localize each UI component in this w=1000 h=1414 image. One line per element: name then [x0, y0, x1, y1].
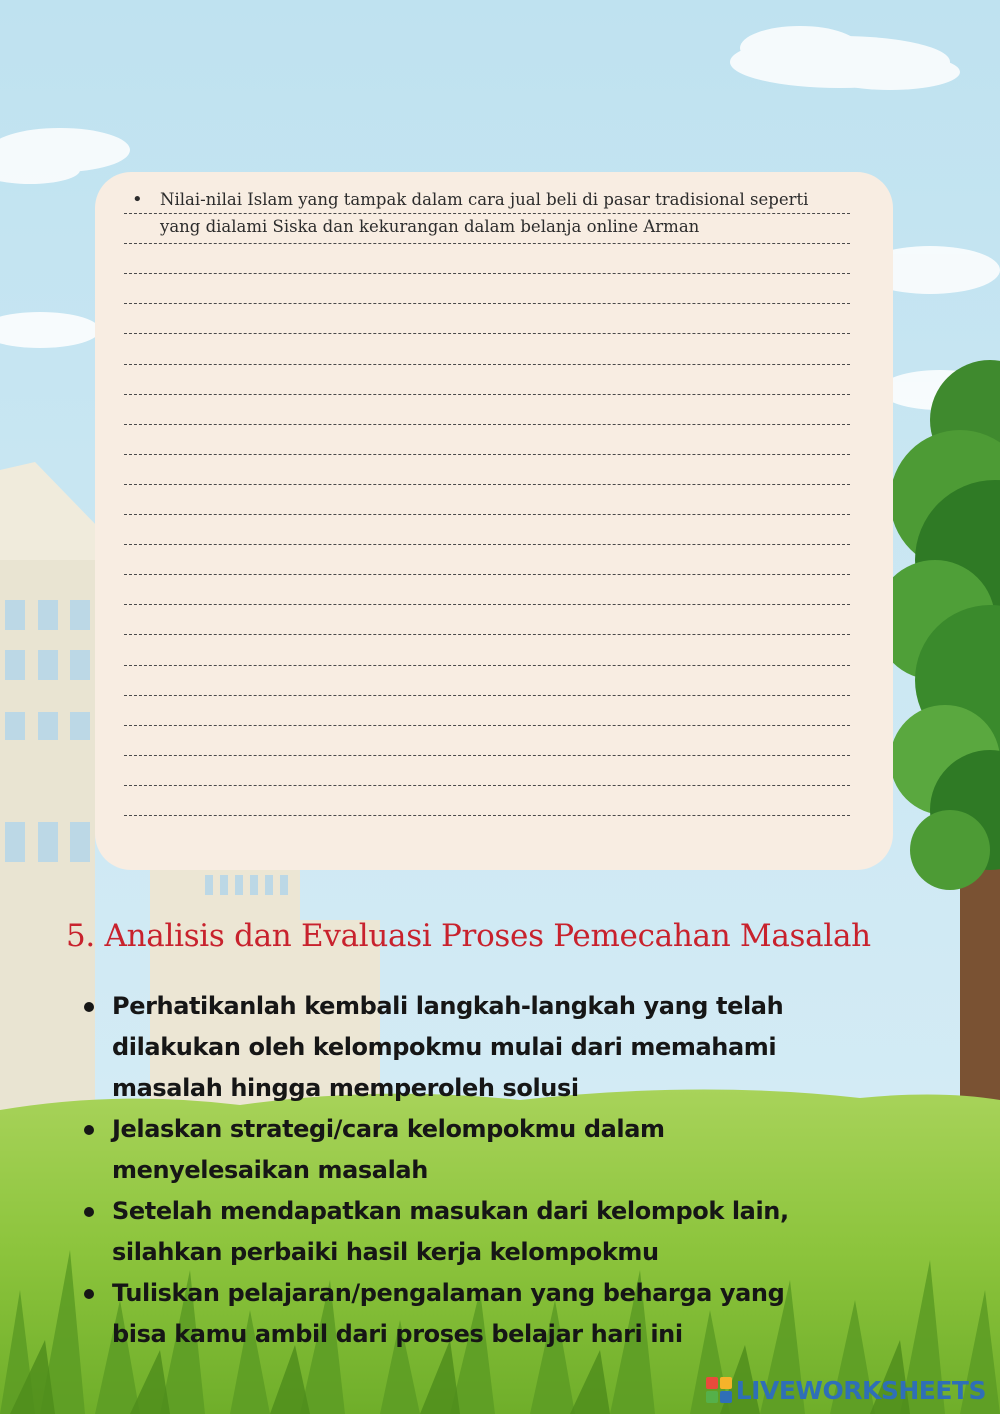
- answer-line[interactable]: [124, 665, 850, 666]
- section-heading: 5. Analisis dan Evaluasi Proses Pemecahan Masalah: [66, 918, 871, 954]
- answer-line[interactable]: [124, 213, 850, 214]
- answer-line[interactable]: [124, 695, 850, 696]
- answer-line[interactable]: [124, 454, 850, 455]
- answer-line[interactable]: [124, 785, 850, 786]
- brand-name: LIVEWORKSHEETS: [735, 1375, 986, 1405]
- liveworksheets-logo-icon: [706, 1377, 732, 1403]
- answer-line[interactable]: [124, 394, 850, 395]
- answer-line[interactable]: [124, 514, 850, 515]
- bullet-icon: •: [132, 189, 143, 210]
- answer-line[interactable]: [124, 725, 850, 726]
- answer-line[interactable]: [124, 303, 850, 304]
- list-item: Jelaskan strategi/cara kelompokmu dalam menyelesaikan masalah: [82, 1109, 842, 1191]
- answer-line[interactable]: [124, 574, 850, 575]
- answer-line[interactable]: [124, 755, 850, 756]
- answer-line[interactable]: [124, 484, 850, 485]
- answer-card: [95, 172, 893, 870]
- answer-line[interactable]: [124, 815, 850, 816]
- list-item: Setelah mendapatkan masukan dari kelompok lain, silahkan perbaiki hasil kerja kelompokmu: [82, 1191, 842, 1273]
- list-item: Perhatikanlah kembali langkah-langkah yang telah dilakukan oleh kelompokmu mulai dari memahami masalah hingga memperoleh solusi: [82, 986, 842, 1109]
- liveworksheets-brand: [706, 1375, 986, 1405]
- answer-line[interactable]: [124, 604, 850, 605]
- prompt-text: Nilai-nilai Islam yang tampak dalam cara jual beli di pasar tradisional seperti yang dialami Siska dan kekurangan dalam belanja online Arman: [160, 190, 809, 236]
- answer-line[interactable]: [124, 273, 850, 274]
- instruction-list: [82, 986, 842, 1355]
- answer-line[interactable]: [124, 333, 850, 334]
- answer-line[interactable]: [124, 243, 850, 244]
- answer-line[interactable]: [124, 424, 850, 425]
- answer-line[interactable]: [124, 364, 850, 365]
- list-item: Tuliskan pelajaran/pengalaman yang beharga yang bisa kamu ambil dari proses belajar hari ini: [82, 1273, 842, 1355]
- answer-line[interactable]: [124, 634, 850, 635]
- answer-line[interactable]: [124, 544, 850, 545]
